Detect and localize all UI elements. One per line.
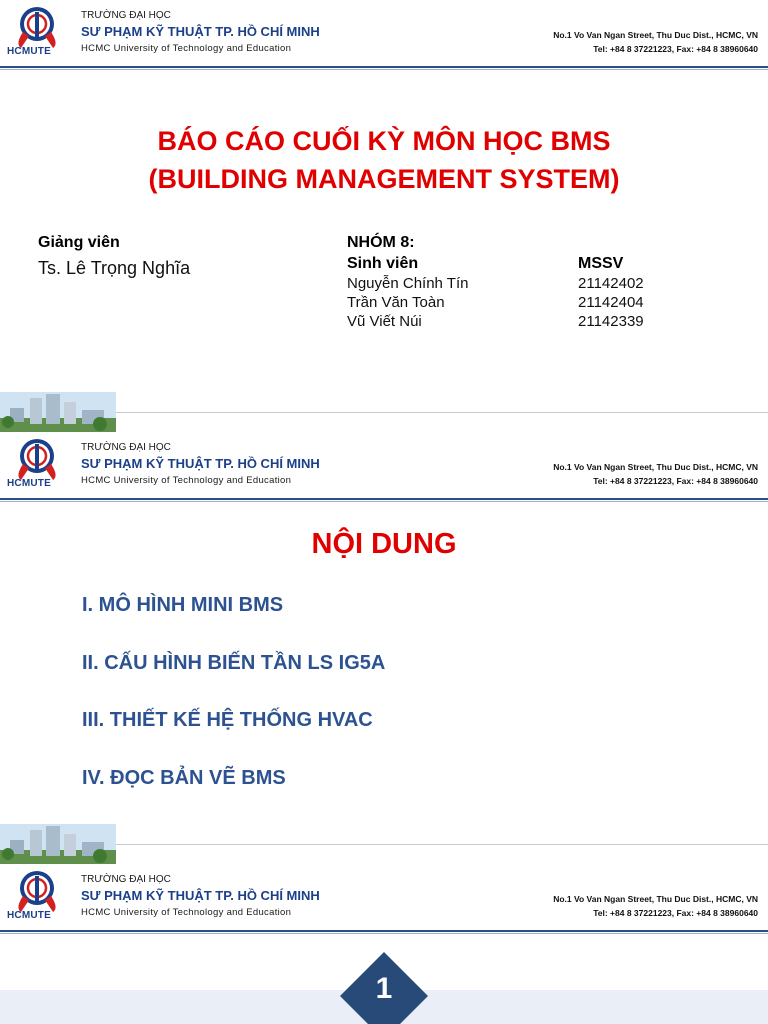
slide-cover — [0, 0, 768, 432]
university-name-english: HCMC University of Technology and Education — [81, 43, 292, 54]
header-divider-thin — [0, 501, 768, 502]
contents-item: II. CẤU HÌNH BIẾN TẦN LS IG5A — [82, 652, 386, 674]
header-divider-thin — [0, 69, 768, 70]
contact: Tel: +84 8 37221223, Fax: +84 8 38960640 — [593, 908, 758, 918]
university-name-english: HCMC University of Technology and Education — [81, 907, 292, 918]
header — [0, 864, 768, 928]
contents-item: IV. ĐỌC BẢN VẼ BMS — [82, 767, 286, 789]
header — [0, 432, 768, 496]
report-title: BÁO CÁO CUỐI KỲ MÔN HỌC BMS — [157, 126, 611, 156]
footer-divider — [116, 844, 768, 845]
group-label: NHÓM 8: — [347, 234, 415, 251]
contact: Tel: +84 8 37221223, Fax: +84 8 38960640 — [593, 44, 758, 54]
lecturer-label: Giảng viên — [38, 234, 120, 251]
header-divider — [0, 66, 768, 68]
header — [0, 0, 768, 64]
student-name: Trần Văn Toàn — [347, 294, 445, 311]
header-divider — [0, 930, 768, 932]
slide-section — [0, 864, 768, 1024]
header-divider — [0, 498, 768, 500]
logo-text: HCMUTE — [7, 910, 51, 921]
university-name-line1: TRƯỜNG ĐẠI HỌC — [81, 442, 171, 453]
student-name: Vũ Viết Núi — [347, 313, 422, 330]
slide-contents — [0, 432, 768, 864]
address-block — [553, 892, 758, 920]
address: No.1 Vo Van Ngan Street, Thu Duc Dist., HCMC, VN — [553, 894, 758, 904]
header-divider-thin — [0, 933, 768, 934]
lecturer-name: Ts. Lê Trọng Nghĩa — [38, 258, 191, 278]
contact: Tel: +84 8 37221223, Fax: +84 8 38960640 — [593, 476, 758, 486]
campus-image — [0, 824, 116, 864]
student-id: 21142339 — [578, 313, 644, 330]
university-name-line1: TRƯỜNG ĐẠI HỌC — [81, 874, 171, 885]
student-name: Nguyễn Chính Tín — [347, 275, 469, 292]
section-number: 1 — [375, 972, 393, 1005]
logo-text: HCMUTE — [7, 478, 51, 489]
contents-item: I. MÔ HÌNH MINI BMS — [82, 594, 284, 616]
university-name-english: HCMC University of Technology and Education — [81, 475, 292, 486]
address: No.1 Vo Van Ngan Street, Thu Duc Dist., HCMC, VN — [553, 30, 758, 40]
address: No.1 Vo Van Ngan Street, Thu Duc Dist., HCMC, VN — [553, 462, 758, 472]
address-block — [553, 460, 758, 488]
footer-strip — [0, 824, 768, 864]
contents-title: NỘI DUNG — [311, 528, 457, 560]
mssv-header: MSSV — [578, 255, 624, 272]
report-subtitle: (BUILDING MANAGEMENT SYSTEM) — [148, 164, 620, 194]
address-block — [553, 28, 758, 56]
footer-divider — [116, 412, 768, 413]
contents-item: III. THIẾT KẾ HỆ THỐNG HVAC — [82, 709, 373, 731]
student-id: 21142402 — [578, 275, 644, 292]
university-name-line1: TRƯỜNG ĐẠI HỌC — [81, 10, 171, 21]
university-name-line2: SƯ PHẠM KỸ THUẬT TP. HỒ CHÍ MINH — [81, 888, 320, 903]
student-id: 21142404 — [578, 294, 644, 311]
footer-strip — [0, 392, 768, 432]
students-header: Sinh viên — [347, 255, 419, 272]
logo-text: HCMUTE — [7, 46, 51, 57]
university-name-line2: SƯ PHẠM KỸ THUẬT TP. HỒ CHÍ MINH — [81, 456, 320, 471]
university-name-line2: SƯ PHẠM KỸ THUẬT TP. HỒ CHÍ MINH — [81, 24, 320, 39]
campus-image — [0, 392, 116, 432]
